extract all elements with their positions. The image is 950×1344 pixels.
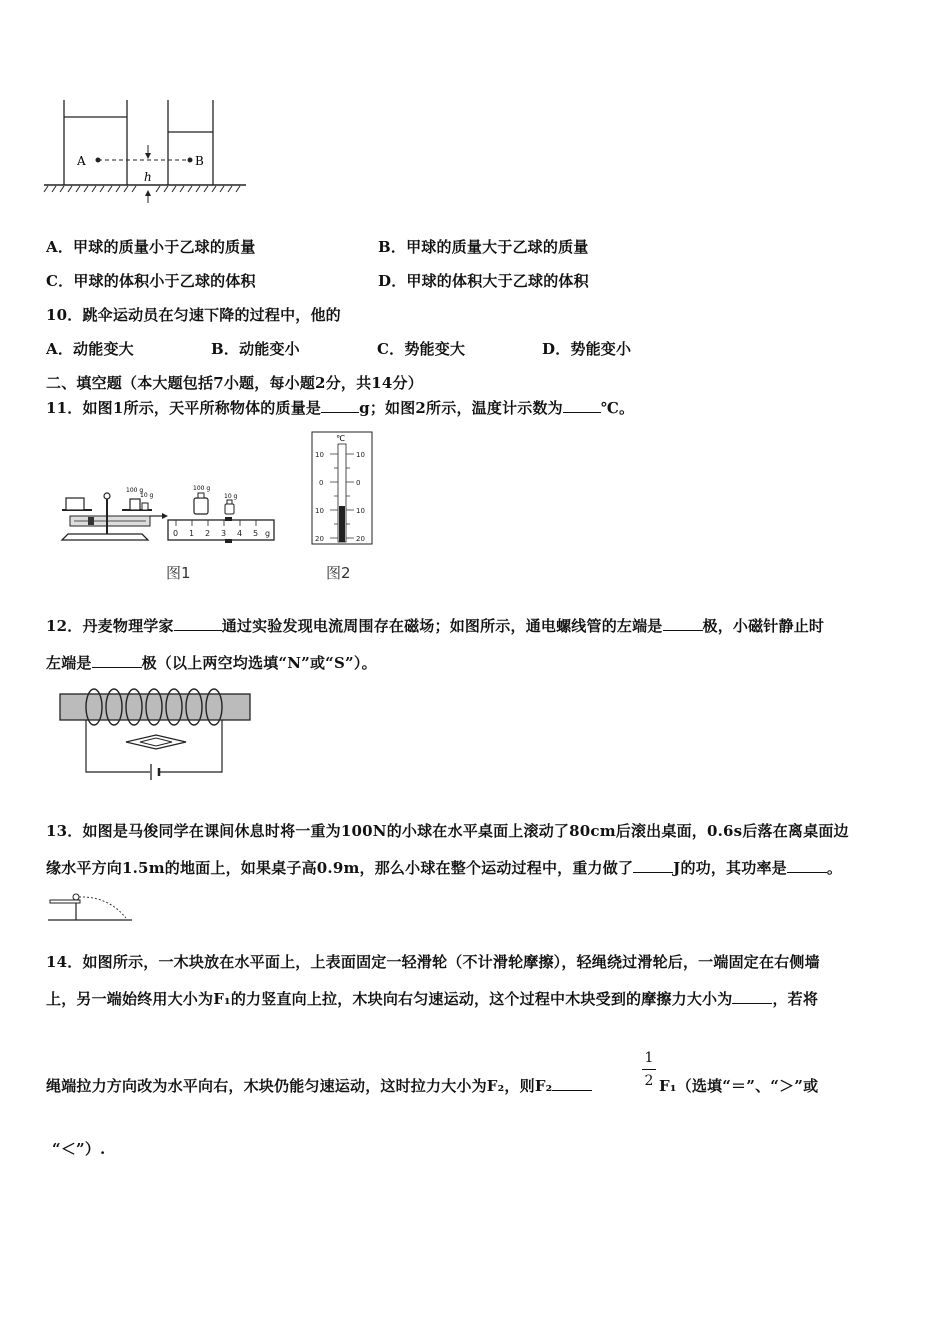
pan-label-10g: 10 g bbox=[140, 492, 154, 499]
scale-tick-2: 2 bbox=[205, 529, 211, 538]
q14-blank-friction bbox=[732, 989, 772, 1004]
scale-tick-3: 3 bbox=[221, 529, 227, 538]
q12-text-part5: 极（以上两空均选填“N”或“S”）。 bbox=[141, 654, 377, 672]
q13-text-part3: 。 bbox=[826, 859, 843, 877]
ball-table-figure bbox=[46, 890, 136, 924]
q11-text-part2: g；如图2所示，温度计示数为 bbox=[359, 399, 563, 417]
q13-text-part1: 缘水平方向1.5m的地面上，如果桌子高0.9m，那么小球在整个运动过程中，重力做了 bbox=[46, 859, 634, 877]
q13-line2 bbox=[46, 857, 842, 878]
thermo-unit: ℃ bbox=[336, 434, 345, 443]
h-label: h bbox=[144, 170, 152, 184]
q14-line4: “＜”）. bbox=[52, 1140, 106, 1158]
thermo-left-10: 10 bbox=[315, 507, 324, 515]
thermo-left-10-top: 10 bbox=[315, 451, 324, 459]
thermo-left-0: 0 bbox=[319, 479, 324, 487]
scale-tick-5: 5 bbox=[253, 529, 259, 538]
thermo-right-10: 10 bbox=[356, 507, 365, 515]
q12-text-part1: 12．丹麦物理学家 bbox=[46, 617, 174, 635]
q10-stem: 10．跳伞运动员在匀速下降的过程中，他的 bbox=[46, 306, 341, 324]
weight-label-10g: 10 g bbox=[224, 493, 238, 500]
q13-blank-power bbox=[787, 858, 827, 873]
q12-line1 bbox=[46, 615, 824, 636]
thermo-right-0: 0 bbox=[356, 479, 361, 487]
solenoid-figure bbox=[58, 684, 258, 784]
q10-option-b: B．动能变小 bbox=[211, 340, 300, 358]
scale-tick-4: 4 bbox=[237, 529, 243, 538]
balance-figure bbox=[52, 478, 284, 586]
q12-blank-pole bbox=[663, 616, 703, 631]
q9-option-a: A．甲球的质量小于乙球的质量 bbox=[46, 238, 256, 256]
tanks-figure bbox=[40, 95, 255, 210]
q10-option-d: D．势能变小 bbox=[542, 340, 632, 358]
fig2-caption: 图2 bbox=[326, 564, 351, 582]
thermo-right-10-top: 10 bbox=[356, 451, 365, 459]
q13-text-part2: J的功，其功率是 bbox=[673, 859, 787, 877]
q12-text-part2: 通过实验发现电流周围存在磁场；如图所示，通电螺线管的左端是 bbox=[221, 617, 663, 635]
section-heading: 二、填空题（本大题包括7小题，每小题2分，共14分） bbox=[46, 374, 423, 392]
scale-tick-1: 1 bbox=[189, 529, 195, 538]
q12-text-part4: 左端是 bbox=[46, 654, 92, 672]
q14-line3a bbox=[46, 1075, 592, 1096]
thermo-left-20: 20 bbox=[315, 535, 324, 543]
fig1-caption: 图1 bbox=[166, 564, 191, 582]
ball-a-label: A bbox=[77, 154, 86, 168]
pan-label-100g: 100 g bbox=[126, 487, 144, 494]
scale-tick-0: 0 bbox=[173, 529, 179, 538]
thermometer-figure bbox=[308, 428, 380, 586]
q12-text-part3: 极，小磁针静止时 bbox=[702, 617, 825, 635]
q12-blank-scientist bbox=[174, 616, 222, 631]
q14-text-part3: 绳端拉力方向改为水平向右，木块仍能匀速运动，这时拉力大小为F₂，则F₂ bbox=[46, 1077, 553, 1095]
q11-blank-mass bbox=[321, 398, 359, 413]
q13-blank-work bbox=[633, 858, 673, 873]
q12-line2 bbox=[46, 652, 377, 673]
thermo-right-20: 20 bbox=[356, 535, 365, 543]
fraction-bar bbox=[642, 1069, 656, 1070]
scale-unit: g bbox=[265, 529, 271, 538]
weight-label-100g: 100 g bbox=[193, 485, 211, 492]
fraction-numerator: 1 bbox=[644, 1050, 654, 1066]
q10-option-a: A．动能变大 bbox=[46, 340, 134, 358]
q14-text-part2: ，若将 bbox=[772, 990, 819, 1008]
q9-option-b: B．甲球的质量大于乙球的质量 bbox=[378, 238, 589, 256]
q14-blank-compare bbox=[552, 1076, 592, 1091]
q14-text-part4: F₁（选填“＝”、“＞”或 bbox=[659, 1077, 819, 1095]
q13-line1: 13．如图是马俊同学在课间休息时将一重为100N的小球在水平桌面上滚动了80cm后滚出桌面，0.6s后落在离桌面边 bbox=[46, 822, 849, 840]
q14-line2 bbox=[46, 988, 818, 1009]
fraction-denominator: 2 bbox=[644, 1073, 654, 1089]
q11-blank-temp bbox=[563, 398, 601, 413]
q11-text-part1: 11．如图1所示，天平所称物体的质量是 bbox=[46, 399, 322, 417]
q12-blank-needle bbox=[92, 653, 142, 668]
q10-option-c: C．势能变大 bbox=[377, 340, 466, 358]
q11-text-part3: ℃。 bbox=[600, 399, 635, 417]
ball-b-label: B bbox=[195, 154, 204, 168]
q14-line1: 14．如图所示，一木块放在水平面上，上表面固定一轻滑轮（不计滑轮摩擦），轻绳绕过滑轮后，一端固定在右侧墙 bbox=[46, 953, 820, 971]
q11-text bbox=[46, 397, 634, 418]
q9-option-c: C．甲球的体积小于乙球的体积 bbox=[46, 272, 256, 290]
q9-option-d: D．甲球的体积大于乙球的体积 bbox=[378, 272, 589, 290]
q14-text-part1: 上，另一端始终用大小为F₁的力竖直向上拉，木块向右匀速运动，这个过程中木块受到的摩擦力大小为 bbox=[46, 990, 733, 1008]
